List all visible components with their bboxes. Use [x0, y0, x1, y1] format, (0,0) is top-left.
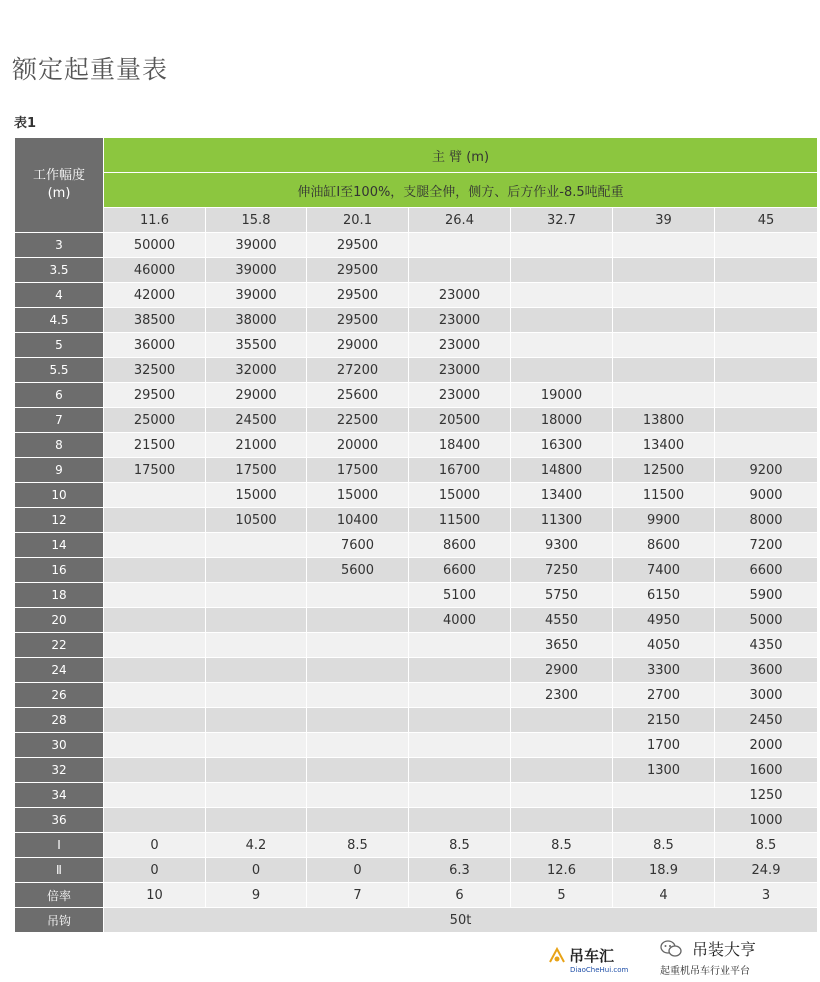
rated-load-cell: 23000 — [409, 283, 511, 308]
reeving-rate-row — [15, 883, 818, 908]
rated-load-cell: 9900 — [613, 508, 715, 533]
rated-load-cell — [206, 533, 307, 558]
rated-load-cell — [715, 233, 818, 258]
rated-load-cell: 1600 — [715, 758, 818, 783]
rated-load-cell — [715, 433, 818, 458]
load-row — [15, 683, 818, 708]
rated-load-cell: 6150 — [613, 583, 715, 608]
rated-load-cell — [206, 758, 307, 783]
rated-load-cell — [104, 658, 206, 683]
footer-value-cell: 4 — [613, 883, 715, 908]
rated-load-cell: 27200 — [307, 358, 409, 383]
rated-load-cell: 19000 — [511, 383, 613, 408]
load-row — [15, 233, 818, 258]
rated-load-cell — [613, 283, 715, 308]
rated-load-cell: 2450 — [715, 708, 818, 733]
rated-load-cell: 10400 — [307, 508, 409, 533]
rated-load-cell: 3300 — [613, 658, 715, 683]
rated-load-cell: 2700 — [613, 683, 715, 708]
working-radius-cell: 5.5 — [15, 358, 104, 383]
rated-load-cell: 1300 — [613, 758, 715, 783]
rated-load-cell: 29500 — [307, 233, 409, 258]
footer-value-cell: 8.5 — [511, 833, 613, 858]
rated-load-cell: 29500 — [307, 308, 409, 333]
rated-load-cell: 8600 — [409, 533, 511, 558]
rated-load-cell: 3650 — [511, 633, 613, 658]
load-row — [15, 533, 818, 558]
rated-load-cell — [511, 708, 613, 733]
rated-load-cell: 17500 — [104, 458, 206, 483]
footer-value-cell: 0 — [104, 833, 206, 858]
working-radius-cell: 5 — [15, 333, 104, 358]
rated-load-cell: 1000 — [715, 808, 818, 833]
rated-load-cell: 46000 — [104, 258, 206, 283]
rated-load-cell: 20000 — [307, 433, 409, 458]
load-row — [15, 708, 818, 733]
rated-load-cell: 8600 — [613, 533, 715, 558]
working-radius-cell: 16 — [15, 558, 104, 583]
rated-load-cell: 29000 — [206, 383, 307, 408]
rated-load-cell: 35500 — [206, 333, 307, 358]
load-chart-table — [14, 137, 818, 933]
rated-load-cell — [613, 383, 715, 408]
rated-load-cell: 7600 — [307, 533, 409, 558]
rated-load-cell: 2300 — [511, 683, 613, 708]
rated-load-cell: 39000 — [206, 233, 307, 258]
rated-load-cell — [613, 358, 715, 383]
load-row — [15, 758, 818, 783]
rated-load-cell: 20500 — [409, 408, 511, 433]
rated-load-cell: 17500 — [206, 458, 307, 483]
rated-load-cell — [613, 258, 715, 283]
load-row — [15, 808, 818, 833]
working-radius-cell: 6 — [15, 383, 104, 408]
working-radius-cell: 30 — [15, 733, 104, 758]
load-row — [15, 783, 818, 808]
rated-load-cell: 13800 — [613, 408, 715, 433]
rated-load-cell: 11500 — [613, 483, 715, 508]
table-footer — [15, 833, 818, 933]
rated-load-cell — [511, 308, 613, 333]
rated-load-cell: 5000 — [715, 608, 818, 633]
rated-load-cell — [613, 783, 715, 808]
footer-row-label: Ⅰ — [15, 833, 104, 858]
rated-load-cell: 2900 — [511, 658, 613, 683]
rated-load-cell — [409, 683, 511, 708]
load-row — [15, 408, 818, 433]
footer-value-cell: 0 — [307, 858, 409, 883]
rated-load-cell: 9200 — [715, 458, 818, 483]
working-radius-cell: 8 — [15, 433, 104, 458]
rated-load-cell: 42000 — [104, 283, 206, 308]
working-radius-cell: 4.5 — [15, 308, 104, 333]
rated-load-cell: 29500 — [307, 283, 409, 308]
footer-value-cell: 8.5 — [715, 833, 818, 858]
brand-watermark — [548, 943, 653, 975]
working-radius-cell: 28 — [15, 708, 104, 733]
working-radius-cell: 26 — [15, 683, 104, 708]
rated-load-cell: 12500 — [613, 458, 715, 483]
rated-load-cell: 25000 — [104, 408, 206, 433]
rated-load-cell — [104, 583, 206, 608]
rated-load-cell: 39000 — [206, 283, 307, 308]
footer-value-cell: 7 — [307, 883, 409, 908]
rated-load-cell: 18000 — [511, 408, 613, 433]
boom-length-cell: 11.6 — [104, 208, 206, 233]
rated-load-cell — [409, 808, 511, 833]
rated-load-cell — [104, 533, 206, 558]
rated-load-cell — [511, 283, 613, 308]
rated-load-cell: 23000 — [409, 383, 511, 408]
footer-value-cell: 0 — [206, 858, 307, 883]
rated-load-cell: 7200 — [715, 533, 818, 558]
rated-load-cell: 32000 — [206, 358, 307, 383]
hook-label: 吊钩 — [15, 908, 104, 933]
rated-load-cell — [307, 758, 409, 783]
rated-load-cell — [307, 783, 409, 808]
hook-row — [15, 908, 818, 933]
rated-load-cell: 29000 — [307, 333, 409, 358]
working-radius-cell: 4 — [15, 283, 104, 308]
rated-load-cell: 25600 — [307, 383, 409, 408]
rated-load-cell: 38500 — [104, 308, 206, 333]
footer-value-cell: 24.9 — [715, 858, 818, 883]
rated-load-cell: 24500 — [206, 408, 307, 433]
rated-load-cell — [104, 633, 206, 658]
account-slogan: 起重机吊车行业平台 — [660, 966, 750, 977]
rated-load-cell: 4050 — [613, 633, 715, 658]
load-row — [15, 558, 818, 583]
account-watermark — [660, 935, 800, 979]
rated-load-cell — [206, 783, 307, 808]
boom-length-cell: 26.4 — [409, 208, 511, 233]
rated-load-cell: 1250 — [715, 783, 818, 808]
load-row — [15, 308, 818, 333]
rated-load-cell — [206, 558, 307, 583]
rated-load-cell — [307, 633, 409, 658]
rated-load-cell: 6600 — [715, 558, 818, 583]
boom-length-cell: 32.7 — [511, 208, 613, 233]
rated-load-cell — [307, 733, 409, 758]
footer-value-cell: 3 — [715, 883, 818, 908]
rated-load-cell — [511, 358, 613, 383]
rated-load-cell — [206, 683, 307, 708]
rated-load-cell: 2000 — [715, 733, 818, 758]
footer-value-cell: 8.5 — [409, 833, 511, 858]
load-row — [15, 383, 818, 408]
load-row — [15, 633, 818, 658]
rated-load-cell — [409, 633, 511, 658]
rated-load-cell — [104, 683, 206, 708]
rated-load-cell: 36000 — [104, 333, 206, 358]
load-row — [15, 333, 818, 358]
table-label: 表1 — [14, 116, 37, 131]
rated-load-cell: 4950 — [613, 608, 715, 633]
rated-load-cell — [206, 808, 307, 833]
load-row — [15, 483, 818, 508]
load-row — [15, 583, 818, 608]
working-radius-cell: 24 — [15, 658, 104, 683]
page-title: 额定起重量表 — [12, 55, 169, 84]
rated-load-cell — [613, 308, 715, 333]
footer-value-cell: 6 — [409, 883, 511, 908]
rated-load-cell — [409, 658, 511, 683]
rated-load-cell — [307, 808, 409, 833]
telescope-section-1-row — [15, 833, 818, 858]
working-radius-cell: 32 — [15, 758, 104, 783]
rated-load-cell — [613, 333, 715, 358]
rated-load-cell: 2150 — [613, 708, 715, 733]
operating-condition-header: 伸油缸Ⅰ至100%，支腿全伸，侧方、后方作业-8.5吨配重 — [104, 173, 818, 208]
rated-load-cell — [511, 333, 613, 358]
rated-load-cell — [104, 608, 206, 633]
load-row — [15, 608, 818, 633]
rated-load-cell — [307, 683, 409, 708]
boom-length-cell: 15.8 — [206, 208, 307, 233]
account-name: 吊装大亨 — [692, 940, 757, 959]
rated-load-cell — [409, 758, 511, 783]
working-radius-cell: 14 — [15, 533, 104, 558]
rated-load-cell — [409, 783, 511, 808]
main-boom-header: 主 臂 (m) — [104, 138, 818, 173]
rated-load-cell: 11500 — [409, 508, 511, 533]
rated-load-cell: 4350 — [715, 633, 818, 658]
footer-value-cell: 5 — [511, 883, 613, 908]
rated-load-cell — [715, 308, 818, 333]
rated-load-cell — [409, 733, 511, 758]
rated-load-cell — [307, 608, 409, 633]
load-row — [15, 433, 818, 458]
brand-name: 吊车汇 — [569, 946, 615, 965]
rated-load-cell — [206, 733, 307, 758]
rated-load-cell — [715, 358, 818, 383]
rated-load-cell — [206, 658, 307, 683]
rated-load-cell: 21000 — [206, 433, 307, 458]
rated-load-cell — [104, 758, 206, 783]
footer-row-label: 倍率 — [15, 883, 104, 908]
load-row — [15, 733, 818, 758]
rated-load-cell: 13400 — [511, 483, 613, 508]
working-radius-cell: 36 — [15, 808, 104, 833]
rated-load-cell — [613, 233, 715, 258]
rated-load-cell: 23000 — [409, 358, 511, 383]
rated-load-cell — [409, 258, 511, 283]
working-radius-cell: 9 — [15, 458, 104, 483]
rated-load-cell: 3600 — [715, 658, 818, 683]
rated-load-cell — [206, 708, 307, 733]
rated-load-cell: 9000 — [715, 483, 818, 508]
working-radius-cell: 3 — [15, 233, 104, 258]
rated-load-cell — [206, 608, 307, 633]
rated-load-cell: 23000 — [409, 333, 511, 358]
rated-load-cell: 14800 — [511, 458, 613, 483]
rated-load-cell — [104, 558, 206, 583]
rated-load-cell — [104, 733, 206, 758]
rated-load-cell: 8000 — [715, 508, 818, 533]
rated-load-cell — [715, 283, 818, 308]
rated-load-cell — [104, 508, 206, 533]
footer-value-cell: 0 — [104, 858, 206, 883]
footer-value-cell: 9 — [206, 883, 307, 908]
rated-load-cell: 15000 — [409, 483, 511, 508]
rated-load-cell: 9300 — [511, 533, 613, 558]
rated-load-cell: 5900 — [715, 583, 818, 608]
working-radius-cell: 20 — [15, 608, 104, 633]
hook-capacity: 50t — [104, 908, 818, 933]
rated-load-cell — [511, 758, 613, 783]
working-radius-cell: 10 — [15, 483, 104, 508]
rated-load-cell: 29500 — [307, 258, 409, 283]
telescope-section-2-row — [15, 858, 818, 883]
rated-load-cell — [409, 233, 511, 258]
rated-load-cell: 4550 — [511, 608, 613, 633]
rated-load-cell: 11300 — [511, 508, 613, 533]
rated-load-cell: 5100 — [409, 583, 511, 608]
load-row — [15, 508, 818, 533]
rated-load-cell — [715, 408, 818, 433]
load-table-body — [15, 233, 818, 833]
brand-url: DiaoCheHui.com — [570, 965, 629, 974]
rated-load-cell: 21500 — [104, 433, 206, 458]
rated-load-cell — [307, 583, 409, 608]
working-radius-cell: 12 — [15, 508, 104, 533]
load-row — [15, 458, 818, 483]
rated-load-cell: 39000 — [206, 258, 307, 283]
rated-load-cell — [715, 383, 818, 408]
rated-load-cell: 16700 — [409, 458, 511, 483]
rated-load-cell: 50000 — [104, 233, 206, 258]
rated-load-cell: 7250 — [511, 558, 613, 583]
rated-load-cell — [206, 633, 307, 658]
boom-length-cell: 20.1 — [307, 208, 409, 233]
radius-column-header: 工作幅度 (m) — [15, 138, 104, 233]
rated-load-cell: 18400 — [409, 433, 511, 458]
rated-load-cell — [409, 708, 511, 733]
rated-load-cell: 6600 — [409, 558, 511, 583]
rated-load-cell — [104, 708, 206, 733]
rated-load-cell — [511, 808, 613, 833]
rated-load-cell — [206, 583, 307, 608]
footer-value-cell: 12.6 — [511, 858, 613, 883]
rated-load-cell — [511, 233, 613, 258]
load-row — [15, 283, 818, 308]
rated-load-cell: 10500 — [206, 508, 307, 533]
wechat-icon — [660, 939, 682, 959]
rated-load-cell — [307, 658, 409, 683]
footer-row-label: Ⅱ — [15, 858, 104, 883]
rated-load-cell: 15000 — [307, 483, 409, 508]
footer-value-cell: 4.2 — [206, 833, 307, 858]
rated-load-cell — [104, 483, 206, 508]
rated-load-cell: 32500 — [104, 358, 206, 383]
rated-load-cell: 7400 — [613, 558, 715, 583]
working-radius-cell: 7 — [15, 408, 104, 433]
boom-length-row — [15, 208, 818, 233]
rated-load-cell — [104, 783, 206, 808]
footer-value-cell: 10 — [104, 883, 206, 908]
rated-load-cell: 23000 — [409, 308, 511, 333]
load-row — [15, 658, 818, 683]
rated-load-cell — [511, 783, 613, 808]
rated-load-cell — [715, 333, 818, 358]
rated-load-cell: 5600 — [307, 558, 409, 583]
footer-value-cell: 8.5 — [613, 833, 715, 858]
working-radius-cell: 3.5 — [15, 258, 104, 283]
rated-load-cell: 3000 — [715, 683, 818, 708]
working-radius-cell: 22 — [15, 633, 104, 658]
rated-load-cell: 13400 — [613, 433, 715, 458]
rated-load-cell: 5750 — [511, 583, 613, 608]
footer-value-cell: 6.3 — [409, 858, 511, 883]
working-radius-cell: 18 — [15, 583, 104, 608]
load-row — [15, 258, 818, 283]
crane-logo-icon — [548, 946, 566, 964]
rated-load-cell: 17500 — [307, 458, 409, 483]
rated-load-cell: 22500 — [307, 408, 409, 433]
boom-length-cell: 45 — [715, 208, 818, 233]
rated-load-cell — [104, 808, 206, 833]
rated-load-cell: 38000 — [206, 308, 307, 333]
rated-load-cell — [307, 708, 409, 733]
rated-load-cell: 1700 — [613, 733, 715, 758]
rated-load-cell: 4000 — [409, 608, 511, 633]
footer-value-cell: 8.5 — [307, 833, 409, 858]
load-chart-table-container — [14, 137, 818, 933]
working-radius-cell: 34 — [15, 783, 104, 808]
boom-length-cell: 39 — [613, 208, 715, 233]
rated-load-cell: 29500 — [104, 383, 206, 408]
rated-load-cell: 15000 — [206, 483, 307, 508]
rated-load-cell — [511, 733, 613, 758]
rated-load-cell — [613, 808, 715, 833]
rated-load-cell: 16300 — [511, 433, 613, 458]
load-row — [15, 358, 818, 383]
rated-load-cell — [511, 258, 613, 283]
rated-load-cell — [715, 258, 818, 283]
footer-value-cell: 18.9 — [613, 858, 715, 883]
